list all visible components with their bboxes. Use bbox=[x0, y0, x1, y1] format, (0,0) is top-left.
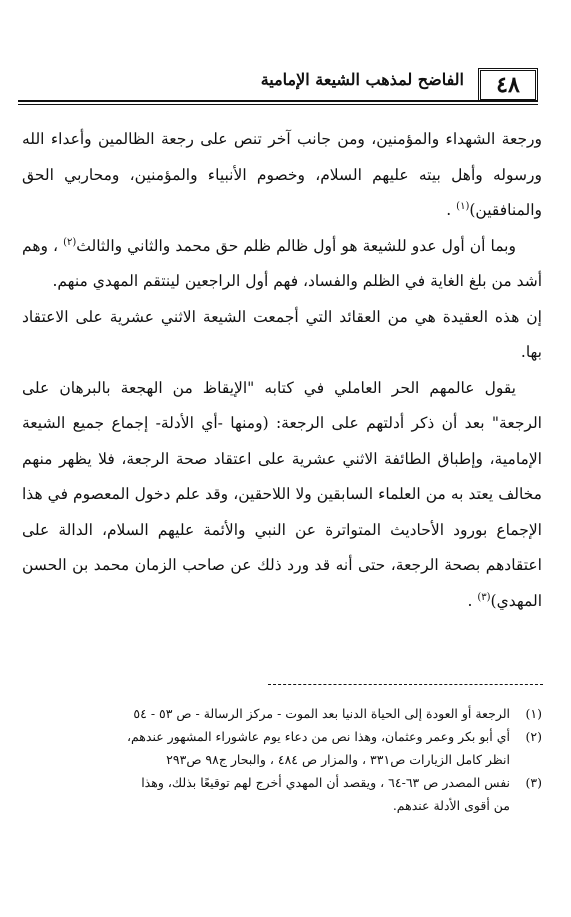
footnote-line: نفس المصدر ص ٦٣-٦٤ ، ويقصد أن المهدي أخرج لهم توقيعًا بذلك، وهذا bbox=[141, 775, 510, 790]
footnote-line: انظر كامل الزيارات ص٣٣١ ، والمزار ص ٤٨٤ ، والبحار ج٩٨ ص٢٩٣ bbox=[166, 752, 510, 767]
footnote bbox=[22, 725, 542, 771]
paragraph-text: ورجعة الشهداء والمؤمنين، ومن جانب آخر تنص على رجعة الظالمين وأعداء الله ورسوله وأهل بيته عليهم السلام، وخصوم الأنبياء والمؤمنين، ومحاربي الحق والمنافقين) bbox=[22, 130, 542, 219]
footnote-number: (٢) bbox=[525, 729, 542, 744]
paragraph-end: . bbox=[467, 591, 478, 610]
footnote-ref: (١) bbox=[456, 200, 470, 212]
paragraph-end: . bbox=[446, 201, 457, 219]
footnote bbox=[22, 771, 542, 817]
header-rule bbox=[18, 100, 538, 102]
footnote-line: أي أبو بكر وعمر وعثمان، وهذا نص من دعاء يوم عاشوراء المشهور عندهم، bbox=[126, 729, 510, 744]
footnote-number: (١) bbox=[525, 706, 542, 721]
paragraph-text: ، وهم أشد من بلغ الغاية في الظلم والفساد، فهم أول الراجعين لينتقم المهدي منهم. bbox=[22, 236, 542, 290]
paragraph: إن هذه العقيدة هي من العقائد التي أجمعت الشيعة الاثني عشرية على الاعتقاد بها. bbox=[22, 307, 542, 361]
footnote-line: من أقوى الأدلة عندهم. bbox=[392, 798, 510, 813]
footnote-ref: (٣) bbox=[477, 591, 491, 603]
header-rule-thin bbox=[18, 104, 538, 105]
page-header bbox=[18, 66, 538, 106]
paragraph-text: يقول عالمهم الحر العاملي في كتابه "الإيقاظ من الهجعة بالبرهان على الرجعة" بعد أن ذكر أدلتهم على الرجعة: (ومنها -أي الأدلة- إجماع جميع الشيعة الإمامية، وإطباق الطائفة الاثني عشرية على اعتقاد صحة الرجعة، فلا يظهر منهم مخالف يعتد به من العلماء السابقين ولا اللاحقين، وقد علم دخول المعصوم في هذا الإجماع بورود الأحاديث المتواترة عن النبي والأئمة عليهم السلام، الدالة على اعتقادهم بصحة الرجعة، حتى أنه قد ورد ذلك عن صاحب الزمان محمد بن الحسن المهدي) bbox=[22, 378, 542, 610]
page-number: ٤٨ bbox=[478, 68, 538, 102]
paragraph bbox=[22, 122, 542, 229]
footnote-line: الرجعة أو العودة إلى الحياة الدنيا بعد الموت - مركز الرسالة - ص ٥٣ - ٥٤ bbox=[133, 706, 510, 721]
footnotes bbox=[22, 702, 542, 817]
footnote-separator bbox=[268, 684, 543, 685]
footnote bbox=[22, 702, 542, 725]
body-text bbox=[22, 122, 542, 619]
footnote-number: (٣) bbox=[525, 775, 542, 790]
footnote-ref: (٢) bbox=[63, 236, 77, 248]
paragraph bbox=[22, 229, 542, 300]
running-title: الفاضح لمذهب الشيعة الإمامية bbox=[260, 70, 464, 89]
paragraph-text: وبما أن أول عدو للشيعة هو أول ظالم ظلم حق محمد والثاني والثالث bbox=[76, 236, 516, 255]
paragraph bbox=[22, 371, 542, 620]
